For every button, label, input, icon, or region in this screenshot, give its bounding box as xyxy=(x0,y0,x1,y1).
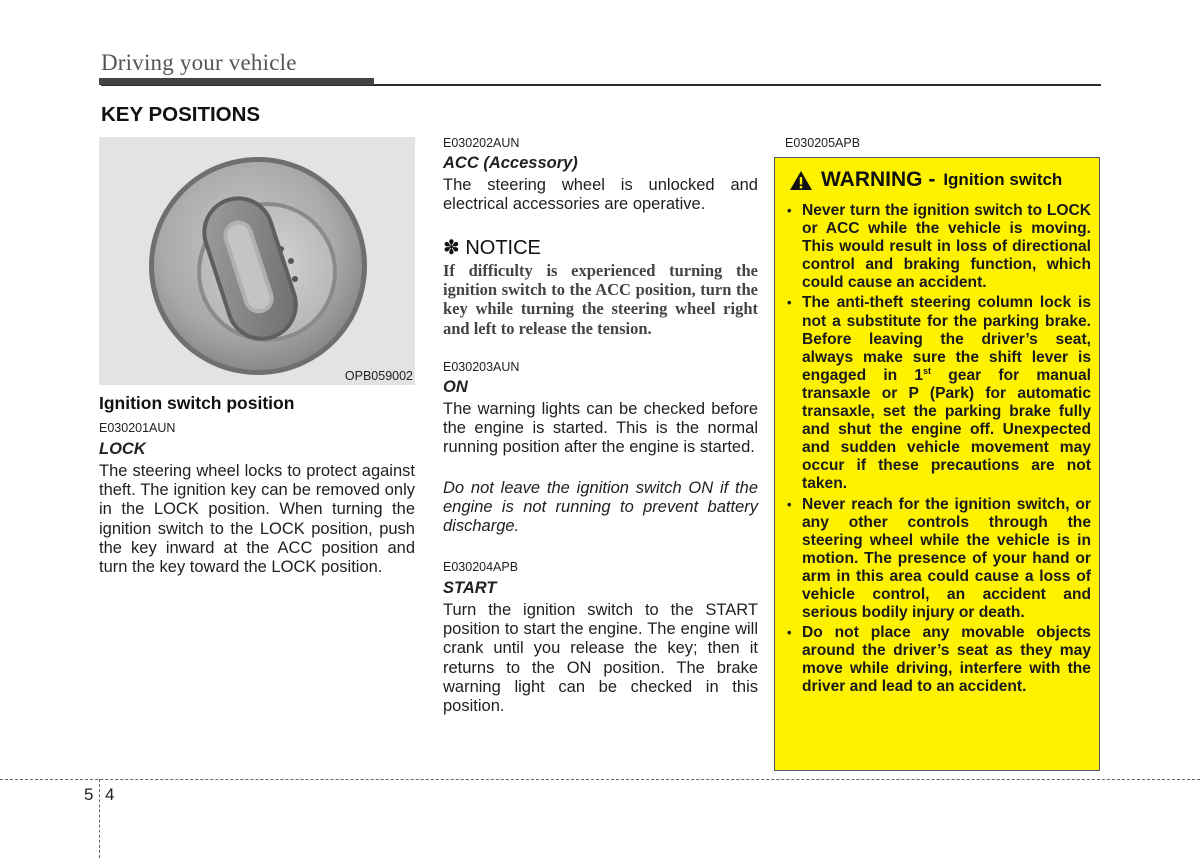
warning-list xyxy=(785,202,1091,699)
footer-divider-vertical xyxy=(99,779,100,858)
on-code: E030203AUN xyxy=(443,360,520,374)
warning-triangle-icon xyxy=(789,170,813,191)
lock-code: E030201AUN xyxy=(99,421,176,435)
page-number: 4 xyxy=(105,785,115,804)
warning-item: • Do not place any movable objects around the driver’s seat as they may move while driving, interfere with the driver and lead to an accident. xyxy=(785,624,1091,696)
warning-item xyxy=(785,294,1091,493)
chapter-number: 5 xyxy=(84,785,94,804)
warning-item-superscript: st xyxy=(923,365,932,376)
on-italic-text: Do not leave the ignition switch ON if the engine is not running to prevent battery discharge. xyxy=(443,479,758,536)
start-code: E030204APB xyxy=(443,560,519,574)
warning-title xyxy=(789,168,1062,192)
on-label: ON xyxy=(443,378,468,396)
acc-code: E030202AUN xyxy=(443,136,520,150)
warning-code: E030205APB xyxy=(785,136,861,150)
warning-item: • Never turn the ignition switch to LOCK or ACC while the vehicle is moving. This would result in loss of directional control and braking function, which could cause an accident. xyxy=(785,202,1091,292)
lock-label: LOCK xyxy=(99,440,146,458)
on-text: The warning lights can be checked before the engine is started. This is the normal running position after the engine is started. xyxy=(443,400,758,457)
figure-caption: OPB059002 xyxy=(344,369,413,383)
notice-symbol-icon: ✽ xyxy=(443,237,460,259)
warning-item-text: gear for manual transaxle or P (Park) for automatic transaxle, set the parking brake fully and shut the engine off. Unexpected and sudden vehicle movement may occur if these precautions are not taken. xyxy=(802,366,1091,493)
notice-heading xyxy=(443,235,541,260)
section-title: Driving your vehicle xyxy=(101,50,297,75)
warning-title-small: Ignition switch xyxy=(943,170,1063,189)
notice-text: If difficulty is experienced turning the ignition switch to the ACC position, turn the key while turning the steering wheel right and left to release the tension. xyxy=(443,261,758,338)
header-rule-accent xyxy=(99,78,374,85)
warning-item: • Never reach for the ignition switch, or any other controls through the steering wheel while the vehicle is in motion. The presence of your hand or arm in this area could cause a loss of vehicle control, an accident and serious bodily injury or death. xyxy=(785,496,1091,623)
lock-text: The steering wheel locks to protect against theft. The ignition key can be removed only in the LOCK position. When turning the ignition switch to the LOCK position, push the key inward at the ACC position and turn the key toward the LOCK position. xyxy=(99,462,415,577)
acc-text: The steering wheel is unlocked and electrical accessories are operative. xyxy=(443,176,758,214)
warning-box xyxy=(774,157,1100,771)
start-label: START xyxy=(443,579,497,597)
ignition-switch-figure xyxy=(99,137,415,385)
ignition-switch-illustration xyxy=(99,137,415,385)
figure-subheading: Ignition switch position xyxy=(99,393,295,413)
page-heading: KEY POSITIONS xyxy=(101,103,261,126)
warning-title-big: WARNING - xyxy=(821,168,936,191)
acc-label: ACC (Accessory) xyxy=(443,154,578,172)
start-text: Turn the ignition switch to the START position to start the engine. The engine will crank until you release the key; then it returns to the ON position. The brake warning light can be checked in this position. xyxy=(443,601,758,716)
warning-item-text: The anti-theft steering column lock is not a substitute for the parking brake. Before leaving the driver’s seat, always make sure the shift lever is engaged in 1 xyxy=(802,294,1091,384)
notice-title: NOTICE xyxy=(465,237,541,259)
footer-divider xyxy=(0,779,1200,780)
